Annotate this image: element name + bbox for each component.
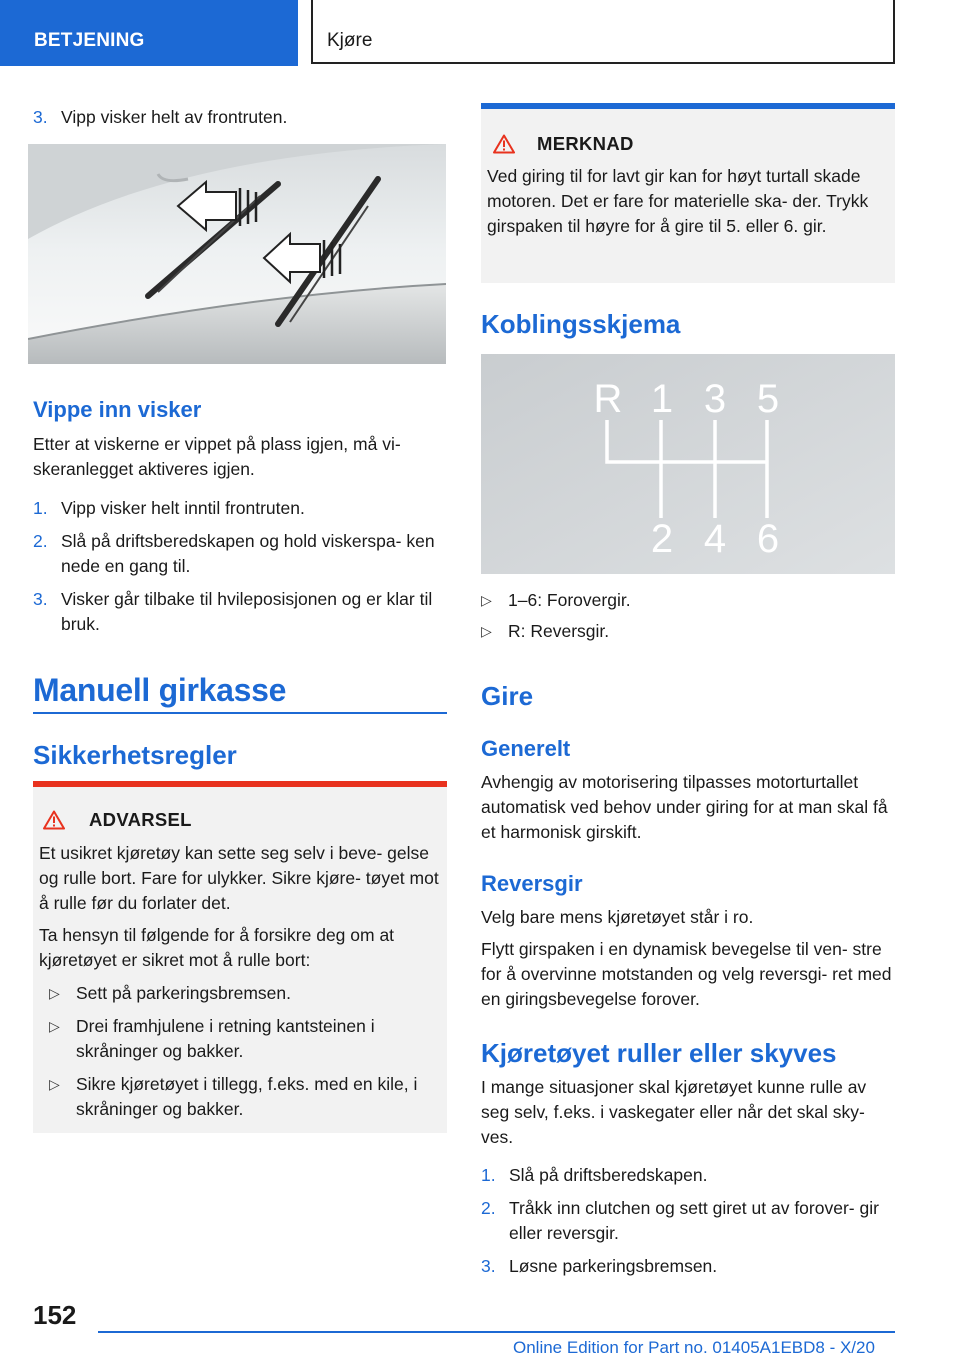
section-tab: BETJENING [0,0,298,66]
list-item: 3. Vipp visker helt av frontruten. [33,107,288,127]
list-item: 2. Tråkk inn clutchen og sett giret ut av forover‐ gir eller reversgir. [481,1198,879,1243]
footer-edition: Online Edition for Part no. 01405A1EBD8 - X/20 [513,1338,875,1357]
list-item: 3. Løsne parkeringsbremsen. [481,1256,718,1276]
reversgir-text-1: Velg bare mens kjøretøyet står i ro. [481,907,754,927]
gear-label-r: R [593,377,623,421]
list-item: 3. Visker går tilbake til hvileposisjonen og er klar til bruk. [33,589,433,634]
triangle-bullet-icon: ▷ [49,1018,60,1034]
triangle-bullet-icon: ▷ [481,623,492,639]
safety-heading: Sikkerhetsregler [33,740,237,770]
gear-label-3: 3 [703,377,727,421]
footer-rule [98,1331,895,1333]
gear-label-5: 5 [756,377,780,421]
ruller-steps [481,1163,895,1279]
gire-heading: Gire [481,681,534,711]
vippe-intro: Etter at viskerne er vippet på plass igjen, må vi‐ skeranlegget aktiveres igjen. [33,434,401,479]
reversgir-heading: Reversgir [481,871,583,896]
generelt-text: Avhengig av motorisering tilpasses motorturtallet automatisk ved behov under giring for at man skal få et harmonisk girskift. [481,772,888,842]
warning-text-1: Et usikret kjøretøy kan sette seg selv i beve‐ gelse og rulle bort. Fare for ulykker. Sikre kjøre‐ tøyet mot å rulle før du forlater det. [39,843,439,913]
list-item: 1. Vipp visker helt inntil frontruten. [33,498,305,518]
warning-list [33,981,443,1122]
warning-box [33,781,447,1133]
warning-bar [33,781,447,787]
list-item: ▷ Sett på parkeringsbremsen. [33,981,443,1006]
heading-rule [33,712,447,714]
ruller-heading: Kjøretøyet ruller eller skyves [481,1038,837,1068]
list-item: ▷ R: Reversgir. [465,619,895,644]
chapter-tab: Kjøre [311,0,895,64]
notice-box [481,103,895,283]
list-item: ▷ Drei framhjulene i retning kantsteinen i skråninger og bakker. [49,1016,375,1061]
shift-pattern-svg [481,354,895,574]
generelt-heading: Generelt [481,736,571,761]
vippe-heading: Vippe inn visker [33,397,202,422]
notice-header: MERKNAD [493,133,634,155]
page-number: 152 [33,1300,77,1330]
notice-text: Ved giring til for lavt gir kan for høyt turtall skade motoren. Det er fare for materielle ska‐ der. Trykk girspaken til høyre for å gire til 5. eller 6. gir. [487,166,869,236]
gear-label-4: 4 [703,517,727,561]
page-header [0,0,960,66]
triangle-bullet-icon: ▷ [49,1076,60,1092]
triangle-bullet-icon: ▷ [481,592,492,608]
list-item: ▷ 1–6: Forovergir. [465,588,895,613]
list-item: 2. Slå på driftsberedskapen og hold viskerspa‐ ken nede en gang til. [33,531,435,576]
ruller-text: I mange situasjoner skal kjøretøyet kunne rulle av seg selv, f.eks. i vaskegater eller når det skal sky‐ ves. [481,1077,867,1147]
shift-pattern-diagram [481,354,895,574]
list-item: 1. Slå på driftsberedskapen. [481,1165,708,1185]
manual-gearbox-heading: Manuell girkasse [33,672,287,708]
kobling-list [465,588,895,644]
warning-triangle-icon [43,810,65,830]
warning-header: ADVARSEL [43,809,192,831]
notice-bar [481,103,895,109]
step-list-continued [33,105,447,130]
gear-label-2: 2 [650,517,674,561]
warning-text-2: Ta hensyn til følgende for å forsikre deg om at kjøretøyet er sikret mot å rulle bort: [39,925,395,970]
triangle-bullet-icon: ▷ [49,985,60,1001]
gear-label-6: 6 [756,517,780,561]
reversgir-text-2: Flytt girspaken i en dynamisk bevegelse til ven‐ stre for å overvinne motstanden og velg reversgi‐ ret med en giringsbevegelse forover. [481,939,892,1009]
list-item: ▷ Sikre kjøretøyet i tillegg, f.eks. med en kile, i skråninger og bakker. [49,1074,418,1119]
gear-label-1: 1 [650,377,674,421]
vippe-steps [33,496,447,637]
kobling-heading: Koblingsskjema [481,309,681,339]
warning-triangle-icon [493,134,515,154]
wiper-illustration [28,144,446,364]
